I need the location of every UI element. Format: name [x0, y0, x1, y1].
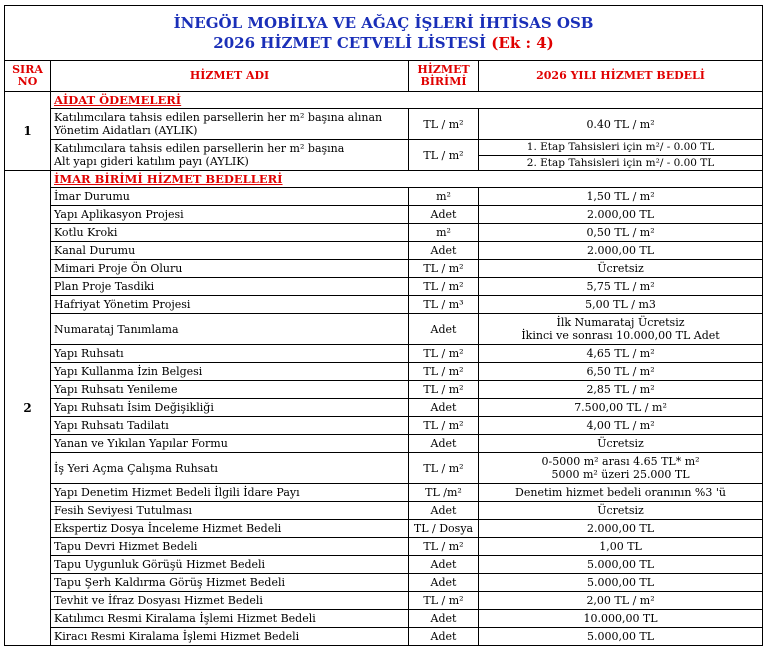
service-unit-cell: TL / m²	[409, 260, 479, 278]
service-name-cell: Tevhit ve İfraz Dosyası Hizmet Bedeli	[51, 592, 409, 610]
service-unit-cell: m²	[409, 188, 479, 206]
title-line-2	[5, 33, 762, 53]
service-name-cell: Tapu Devri Hizmet Bedeli	[51, 538, 409, 556]
service-name-cell: Yapı Kullanma İzin Belgesi	[51, 363, 409, 381]
service-name-line-1: Katılımcılara tahsis edilen parsellerin her m² başına	[54, 142, 345, 155]
service-unit-cell: Adet	[409, 242, 479, 260]
service-fee-cell: Ücretsiz	[479, 260, 763, 278]
service-unit-cell: Adet	[409, 314, 479, 345]
section-title-aidat: AİDAT ÖDEMELERİ	[51, 92, 763, 109]
service-name-cell: İş Yeri Açma Çalışma Ruhsatı	[51, 453, 409, 484]
header-sira-line-1: SIRA	[12, 63, 43, 76]
service-fee-cell: Ücretsiz	[479, 435, 763, 453]
service-name-cell: Yanan ve Yıkılan Yapılar Formu	[51, 435, 409, 453]
table-row	[5, 345, 763, 363]
fee-table	[4, 5, 763, 646]
service-unit-cell: m²	[409, 224, 479, 242]
service-name-cell: Yapı Ruhsatı Yenileme	[51, 381, 409, 399]
service-name-line-2: Alt yapı gideri katılım payı (AYLIK)	[54, 155, 249, 168]
service-name-cell: Yapı Aplikasyon Projesi	[51, 206, 409, 224]
table-row	[5, 556, 763, 574]
service-fee-cell: 0.40 TL / m²	[479, 109, 763, 140]
sira-no-cell: 1	[5, 92, 51, 171]
table-row	[5, 502, 763, 520]
service-fee-cell-etap-2: 2. Etap Tahsisleri için m²/ - 0.00 TL	[479, 155, 763, 171]
service-fee-cell: 10.000,00 TL	[479, 610, 763, 628]
service-unit-cell: Adet	[409, 435, 479, 453]
table-row	[5, 538, 763, 556]
service-unit-cell: TL / m²	[409, 140, 479, 171]
service-unit-cell: TL / m³	[409, 296, 479, 314]
service-name-cell: Katılımcı Resmi Kiralama İşlemi Hizmet Bedeli	[51, 610, 409, 628]
table-row	[5, 435, 763, 453]
header-hizmet-bedeli: 2026 YILI HİZMET BEDELİ	[479, 61, 763, 92]
service-fee-cell-etap-1: 1. Etap Tahsisleri için m²/ - 0.00 TL	[479, 140, 763, 156]
table-row	[5, 610, 763, 628]
service-name-cell: Ekspertiz Dosya İnceleme Hizmet Bedeli	[51, 520, 409, 538]
service-fee-cell: 5.000,00 TL	[479, 556, 763, 574]
table-row	[5, 484, 763, 502]
table-row	[5, 278, 763, 296]
service-fee-cell: 5.000,00 TL	[479, 574, 763, 592]
service-unit-cell: TL / m²	[409, 278, 479, 296]
table-row	[5, 242, 763, 260]
service-fee-cell: 2.000,00 TL	[479, 206, 763, 224]
service-fee-cell: 1,50 TL / m²	[479, 188, 763, 206]
service-fee-cell: 5.000,00 TL	[479, 628, 763, 646]
service-unit-cell: TL / m²	[409, 345, 479, 363]
service-fee-line-2: 5000 m² üzeri 25.000 TL	[551, 468, 690, 481]
header-sira-line-2: NO	[17, 75, 38, 88]
service-fee-cell: 6,50 TL / m²	[479, 363, 763, 381]
section-row-aidat	[5, 92, 763, 109]
service-unit-cell: TL /m²	[409, 484, 479, 502]
header-birimi-line-1: HİZMET	[417, 63, 470, 76]
title-list-name: 2026 HİZMET CETVELİ LİSTESİ	[213, 34, 487, 52]
service-unit-cell: TL / Dosya	[409, 520, 479, 538]
service-unit-cell: Adet	[409, 628, 479, 646]
service-name-cell: İmar Durumu	[51, 188, 409, 206]
sira-no-cell: 2	[5, 171, 51, 646]
service-unit-cell: TL / m²	[409, 417, 479, 435]
service-name-cell: Mimari Proje Ön Oluru	[51, 260, 409, 278]
table-row	[5, 381, 763, 399]
service-unit-cell: Adet	[409, 610, 479, 628]
service-name-cell: Kanal Durumu	[51, 242, 409, 260]
service-unit-cell: TL / m²	[409, 538, 479, 556]
service-fee-cell: 2.000,00 TL	[479, 520, 763, 538]
service-fee-cell: 2,00 TL / m²	[479, 592, 763, 610]
table-row	[5, 140, 763, 156]
service-unit-cell: Adet	[409, 502, 479, 520]
service-fee-cell: 4,00 TL / m²	[479, 417, 763, 435]
service-name-cell: Tapu Uygunluk Görüşü Hizmet Bedeli	[51, 556, 409, 574]
service-name-cell: Numarataj Tanımlama	[51, 314, 409, 345]
header-hizmet-adi: HİZMET ADI	[51, 61, 409, 92]
table-row	[5, 628, 763, 646]
section-title-imar: İMAR BİRİMİ HİZMET BEDELLERİ	[51, 171, 763, 188]
service-unit-cell: TL / m²	[409, 453, 479, 484]
table-row	[5, 574, 763, 592]
service-name-cell: Kiracı Resmi Kiralama İşlemi Hizmet Bedeli	[51, 628, 409, 646]
table-row	[5, 296, 763, 314]
service-name-line-2: Yönetim Aidatları (AYLIK)	[54, 124, 198, 137]
title-row	[5, 6, 763, 61]
service-name-cell: Plan Proje Tasdiki	[51, 278, 409, 296]
service-fee-cell: Denetim hizmet bedeli oranının %3 'ü	[479, 484, 763, 502]
service-name-cell	[51, 109, 409, 140]
table-row	[5, 453, 763, 484]
service-unit-cell: TL / m²	[409, 109, 479, 140]
header-sira-no	[5, 61, 51, 92]
table-row	[5, 260, 763, 278]
header-birimi-line-2: BİRİMİ	[420, 75, 467, 88]
service-fee-cell: 2,85 TL / m²	[479, 381, 763, 399]
table-row	[5, 399, 763, 417]
document-title	[5, 6, 763, 61]
service-fee-line-1: 0-5000 m² arası 4.65 TL* m²	[541, 455, 700, 468]
service-name-cell: Yapı Ruhsatı İsim Değişikliği	[51, 399, 409, 417]
service-name-cell: Yapı Denetim Hizmet Bedeli İlgili İdare Payı	[51, 484, 409, 502]
header-hizmet-birimi	[409, 61, 479, 92]
service-unit-cell: Adet	[409, 206, 479, 224]
table-row	[5, 363, 763, 381]
service-fee-cell: 5,75 TL / m²	[479, 278, 763, 296]
table-row	[5, 188, 763, 206]
service-name-line-1: Katılımcılara tahsis edilen parsellerin her m² başına alınan	[54, 111, 383, 124]
service-fee-sheet	[4, 5, 762, 646]
service-fee-cell: Ücretsiz	[479, 502, 763, 520]
service-fee-cell	[479, 453, 763, 484]
table-row	[5, 592, 763, 610]
table-row	[5, 520, 763, 538]
service-fee-cell: 1,00 TL	[479, 538, 763, 556]
service-name-cell: Yapı Ruhsatı Tadilatı	[51, 417, 409, 435]
service-fee-cell: 5,00 TL / m3	[479, 296, 763, 314]
service-fee-cell: 4,65 TL / m²	[479, 345, 763, 363]
table-row	[5, 206, 763, 224]
service-unit-cell: TL / m²	[409, 381, 479, 399]
service-name-cell: Hafriyat Yönetim Projesi	[51, 296, 409, 314]
table-row	[5, 224, 763, 242]
table-row	[5, 314, 763, 345]
service-name-cell: Tapu Şerh Kaldırma Görüş Hizmet Bedeli	[51, 574, 409, 592]
section-row-imar	[5, 171, 763, 188]
service-unit-cell: TL / m²	[409, 363, 479, 381]
service-name-cell: Yapı Ruhsatı	[51, 345, 409, 363]
service-fee-line-2: İkinci ve sonrası 10.000,00 TL Adet	[521, 329, 720, 342]
table-row	[5, 109, 763, 140]
service-fee-cell: 2.000,00 TL	[479, 242, 763, 260]
service-fee-cell	[479, 314, 763, 345]
service-unit-cell: Adet	[409, 399, 479, 417]
service-fee-line-1: İlk Numarataj Ücretsiz	[556, 316, 685, 329]
service-unit-cell: Adet	[409, 574, 479, 592]
title-line-1: İNEGÖL MOBİLYA VE AĞAÇ İŞLERİ İHTİSAS OSB	[173, 14, 594, 32]
annex-label: (Ek : 4)	[491, 34, 554, 52]
table-row	[5, 417, 763, 435]
header-row	[5, 61, 763, 92]
service-fee-cell: 0,50 TL / m²	[479, 224, 763, 242]
service-fee-cell: 7.500,00 TL / m²	[479, 399, 763, 417]
service-name-cell: Fesih Seviyesi Tutulması	[51, 502, 409, 520]
service-name-cell: Kotlu Kroki	[51, 224, 409, 242]
service-unit-cell: Adet	[409, 556, 479, 574]
service-name-cell	[51, 140, 409, 171]
service-unit-cell: TL / m²	[409, 592, 479, 610]
